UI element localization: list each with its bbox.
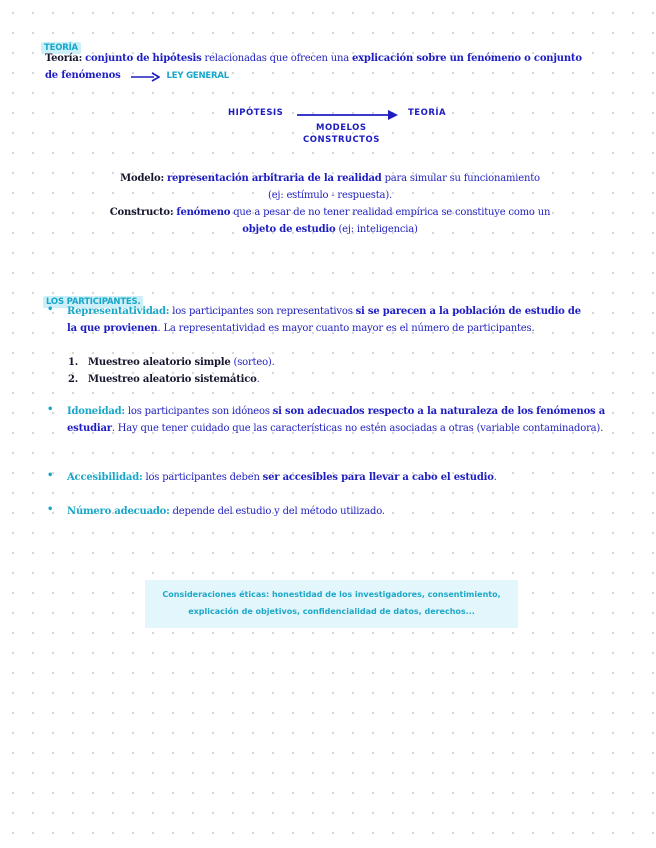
muestreo-item-1: 1. Muestreo aleatorio simple (sorteo). [68,357,275,368]
teoria-definition: Teoría: conjunto de hipótesis relacionadas que ofrecen una explicación sobre un fenómeno o conjunto de fenómenos LEY GENERAL [45,53,582,81]
ethics-note-line-1: Consideraciones éticas: honestidad de los investigadores, consentimiento, [162,590,501,599]
bullet-icon: • [47,304,54,315]
numero-adecuado-label: Número adecuado: [67,506,170,517]
idoneidad-item: Idoneidad: los participantes son idóneos si son adecuados respecto a la naturaleza de los fenómenos a estudiar. Hay que tener cuidado que las características no estén asociadas a otras (variable contaminadora). [67,406,606,434]
modelo-term: representación arbitraria de la realidad [166,173,382,184]
diagram-below-label-1: MODELOS [316,123,367,133]
section-tag-teoria: TEORÍA [41,35,81,54]
teoria-label: Teoría: [45,53,83,64]
constructo-label: Constructo: [109,207,174,218]
idoneidad-label: Idoneidad: [67,406,125,417]
constructo-term2: objeto de estudio [242,224,336,235]
constructo-definition: Constructo: fenómeno que a pesar de no tener realidad empírica se constituye como un objeto de estudio (ej: inteligencia) [109,207,551,235]
modelo-label: Modelo: [120,173,164,184]
modelo-definition: Modelo: representación arbitraria de la realidad para simular su funcionamiento (ej: estímulo - respuesta). [120,173,540,201]
representatividad-item: Representatividad: los participantes son representativos si se parecen a la población de estudio de la que provienen. La representatividad es mayor cuanto mayor es el número de participantes. [67,306,581,334]
ethics-note-box [145,580,518,628]
teoria-term1: conjunto de hipótesis [85,53,202,64]
ethics-note-line-2: explicación de objetivos, confidencialidad de datos, derechos... [188,607,475,616]
accesibilidad-term: ser accesibles para llevar a cabo el estudio [262,472,494,483]
muestreo-item-2: 2. Muestreo aleatorio sistemático. [68,374,260,385]
diagram-below-label-2: CONSTRUCTOS [303,135,380,145]
section-tag-participantes: LOS PARTICIPANTES. [43,289,143,308]
accesibilidad-label: Accesibilidad: [67,472,143,483]
bullet-icon: • [47,504,54,515]
arrow-icon [130,71,160,81]
diagram-left-label: HIPÓTESIS [228,108,284,118]
bullet-icon: • [47,470,54,481]
idoneidad-term: si son adecuados respecto a la naturaleza de los fenómenos a estudiar [67,406,606,434]
representatividad-label: Representatividad: [67,306,170,317]
bullet-icon: • [47,404,54,415]
constructo-term1: fenómeno [176,207,231,218]
ley-general-label: LEY GENERAL [166,71,229,81]
diagram-right-label: TEORÍA [408,108,447,118]
representatividad-term: si se parecen a la población de estudio de la que provienen [67,306,581,334]
accesibilidad-item: Accesibilidad: los participantes deben ser accesibles para llevar a cabo el estudio. [67,472,497,483]
teoria-term2: explicación sobre un fenómeno o conjunto de fenómenos [45,53,582,81]
diagram-arrow-icon [296,109,400,121]
numero-adecuado-item: Número adecuado: depende del estudio y del método utilizado. [67,506,385,517]
